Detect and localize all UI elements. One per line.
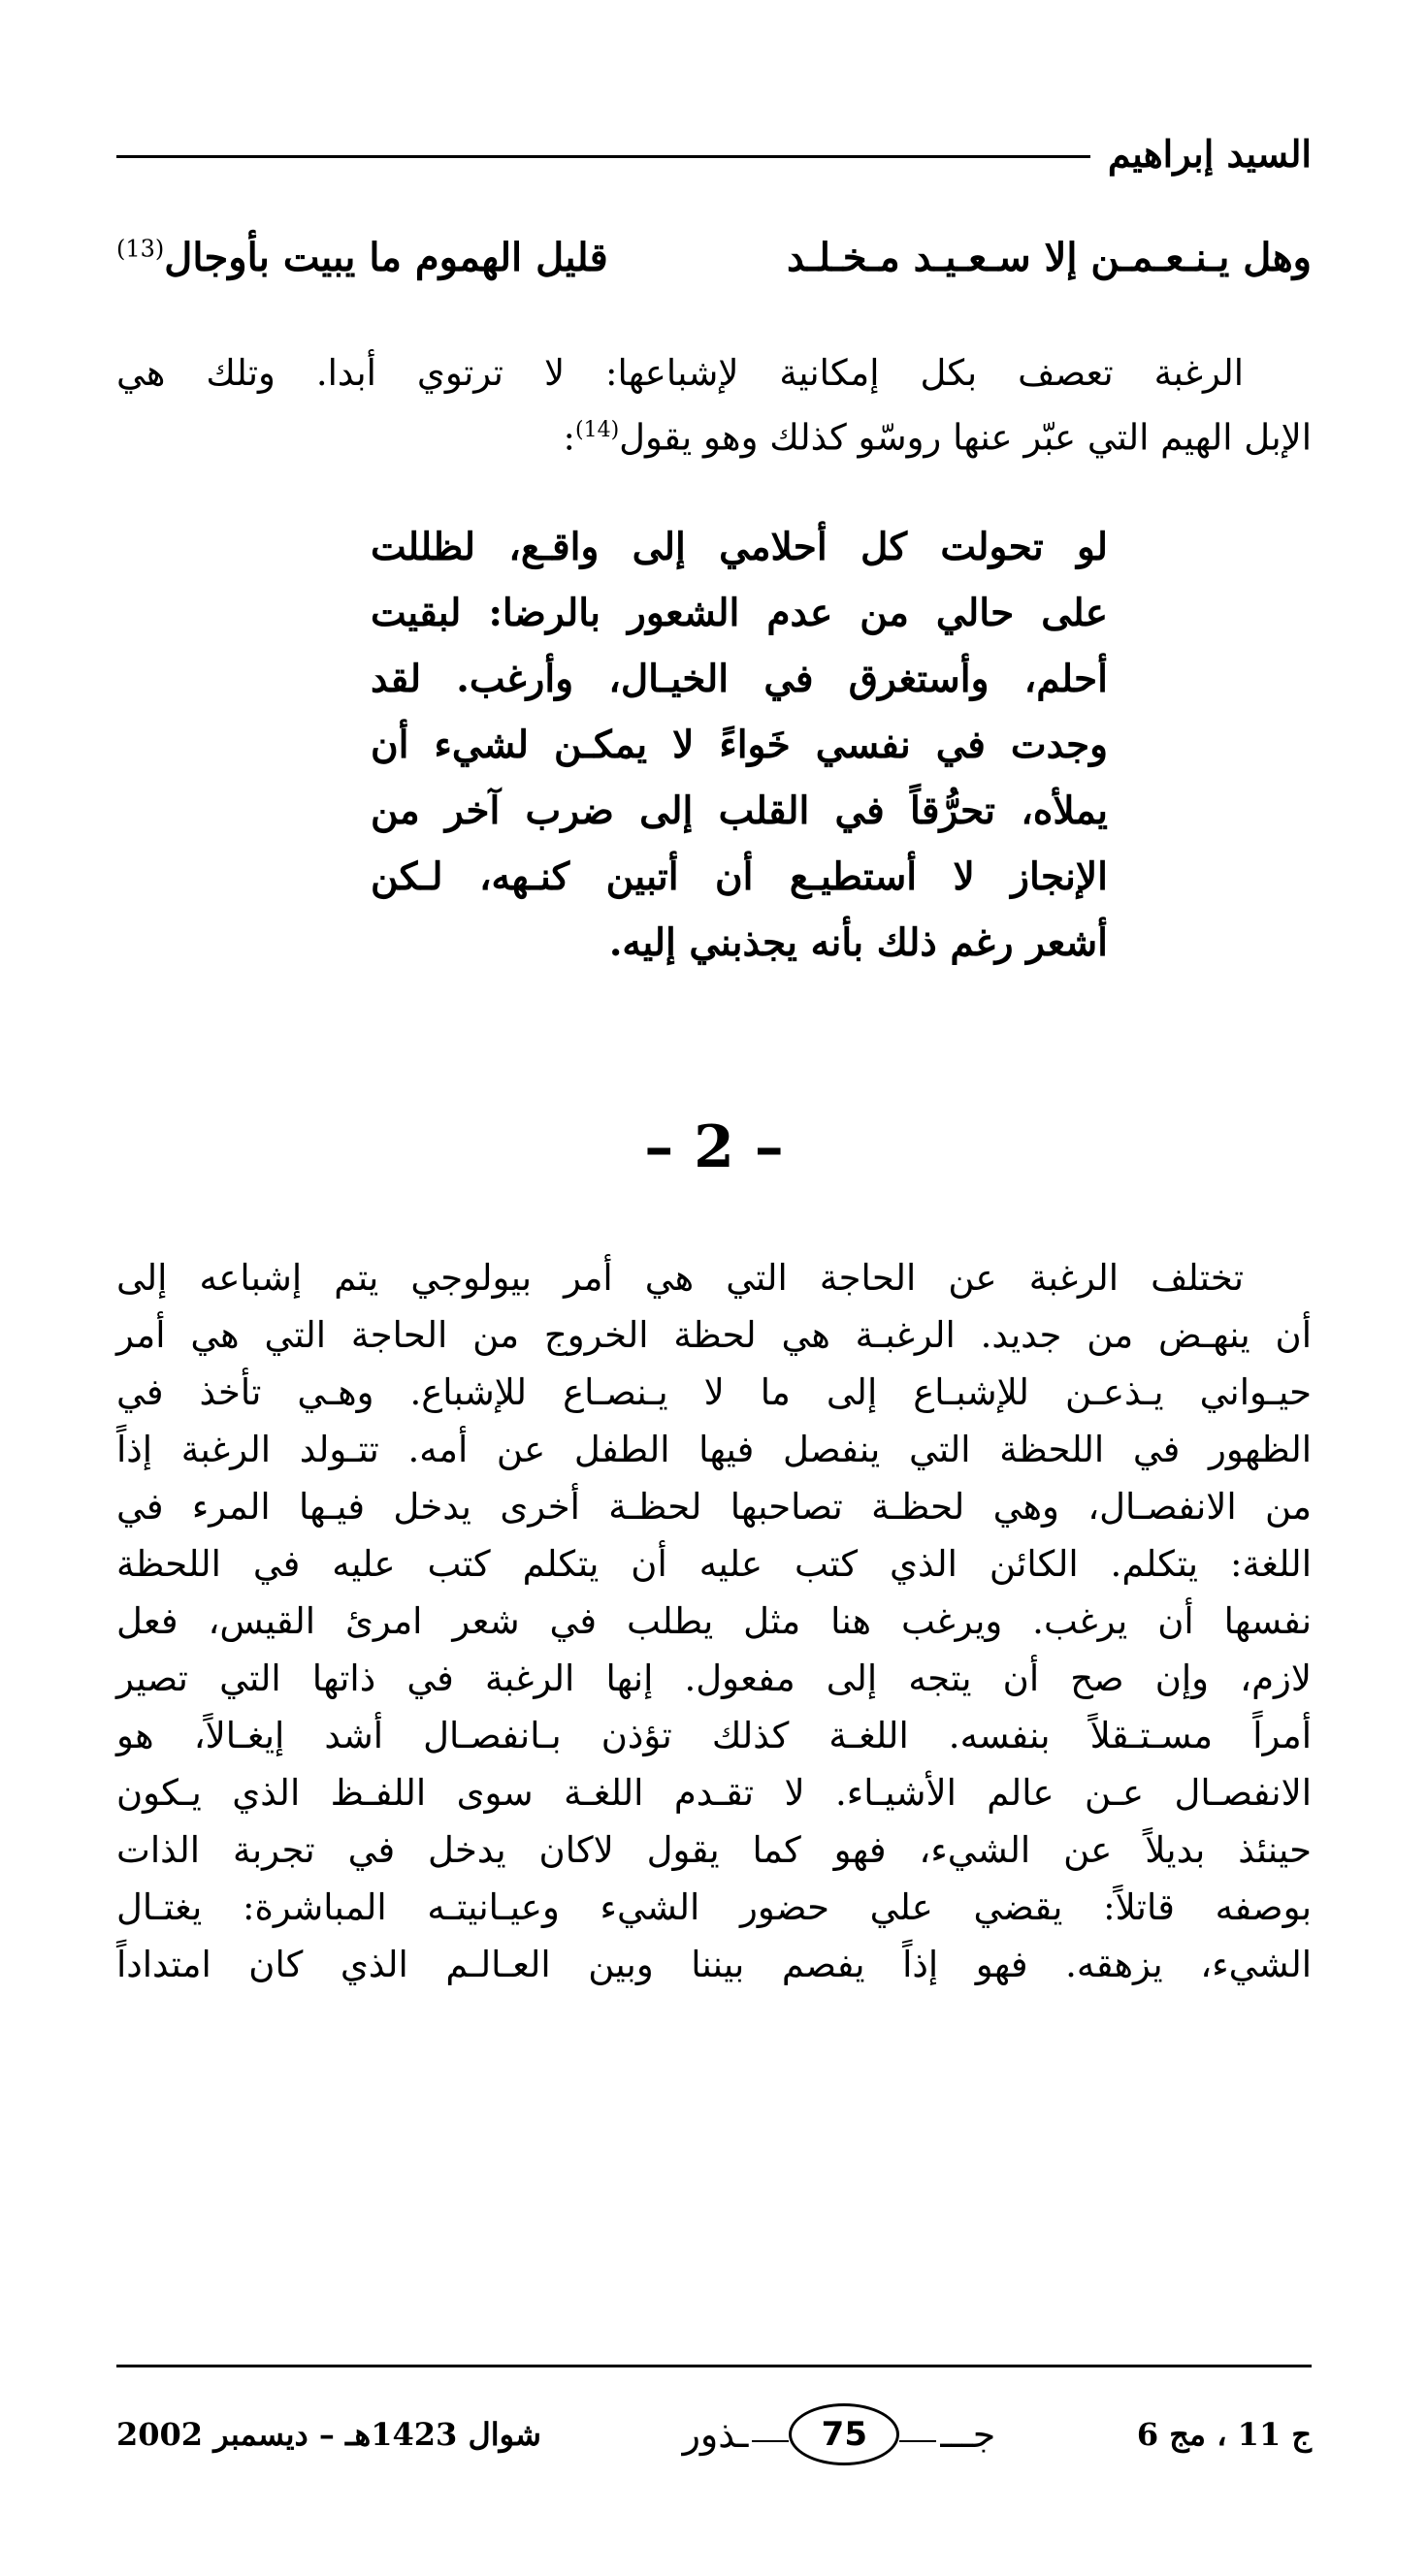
author-name: السيد إبراهيم <box>1107 131 1312 176</box>
body-line: بوصفه قاتلاً: يقضي علي حضور الشيء وعيـانيتـه المباشرة: يغتـال <box>116 1886 1312 1928</box>
body-line: الانفصـال عـن عالم الأشيـاء. لا تقـدم اللغـة سوى اللفـظ الذي يـكون <box>116 1772 1312 1814</box>
body-line: من الانفصـال، وهي لحظـة تصاحبها لحظـة أخرى يدخل فيـها المرء في <box>116 1486 1312 1528</box>
journal-mark <box>679 2403 1000 2465</box>
journal-prefix: جـــ <box>940 2413 996 2456</box>
section-number: – 2 – <box>644 1113 784 1181</box>
quote-line: على حالي من عدم الشعور بالرضا: لبقيت <box>371 591 1108 635</box>
body-line: لازم، وإن صح أن يتجه إلى مفعول. إنها الرغبة في ذاتها التي تصير <box>116 1658 1312 1699</box>
quote-line: أحلم، وأستغرق في الخيـال، وأرغب. لقد <box>371 657 1108 701</box>
verse-hemistich-right: وهل يـنـعـمـن إلا سـعـيـد مـخـلـد <box>787 234 1312 280</box>
intro-paragraph <box>116 344 1312 466</box>
quote-line: أشعر رغم ذلك بأنه يجذبني إليه. <box>608 920 1108 965</box>
footer-date: شوال 1423هـ – ديسمبر 2002 <box>116 2416 541 2453</box>
block-quote <box>371 514 1108 976</box>
running-header <box>116 124 1312 182</box>
footnote-ref-14: (14) <box>574 418 620 442</box>
header-rule <box>116 155 1090 158</box>
quote-line: وجدت في نفسي خَواءً لا يمكـن لشيء أن <box>371 723 1108 767</box>
body-line: نفسها أن يرغب. ويرغب هنا مثل يطلب في شعر امرئ القيس، فعل <box>116 1600 1312 1642</box>
body-line: حينئذ بديلاً عن الشيء، فهو كما يقول لاكان يدخل في تجربة الذات <box>116 1829 1312 1871</box>
verse-line <box>116 223 1312 291</box>
footer-volume: ج 11 ، مج 6 <box>1136 2416 1312 2453</box>
quote-line: يملأه، تحرُّقاً في القلب إلى ضرب آخر من <box>371 789 1108 833</box>
body-line: الشيء، يزهقه. فهو إذاً يفصم بيننا وبين العـالـم الذي كان امتداداً <box>116 1944 1312 1985</box>
body-line: اللغة: يتكلم. الكائن الذي كتب عليه أن يتكلم كتب عليه في اللحظة <box>116 1543 1312 1585</box>
intro-line: الرغبة تعصف بكل إمكانية لإشباعها: لا ترتوي أبدا. وتلك هي <box>116 352 1244 394</box>
body-line: تختلف الرغبة عن الحاجة التي هي أمر بيولوجي يتم إشباعه إلى <box>116 1257 1245 1299</box>
quote-line: الإنجاز لا أستطيـع أن أتبين كنـهه، لـكن <box>371 854 1108 899</box>
page-footer <box>116 2396 1312 2473</box>
journal-connector <box>752 2440 789 2442</box>
body-paragraph <box>116 1249 1312 1993</box>
body-line: حيـواني يـذعـن للإشبـاع إلى ما لا يـنصـاع للإشباع. وهـي تأخذ في <box>116 1371 1312 1413</box>
journal-suffix: ـذور <box>682 2413 749 2456</box>
body-line: أمراً مسـتـقلاً بنفسه. اللغـة كذلك تؤذن بـانفصـال أشد إيغـالاً، هو <box>116 1715 1312 1756</box>
journal-connector <box>899 2440 936 2442</box>
quote-line: لو تحولت كل أحلامي إلى واقـع، لظللت <box>371 525 1108 569</box>
body-line: الظهور في اللحظة التي ينفصل فيها الطفل عن أمه. تتـولد الرغبة إذاً <box>116 1429 1312 1470</box>
verse-hemistich-left: قليل الهموم ما يبيت بأوجال$^{(13)}$ <box>116 234 608 280</box>
body-line: أن ينهـض من جديد. الرغبـة هي لحظة الخروج من الحاجة التي هي أمر <box>116 1314 1312 1356</box>
footer-rule <box>116 2365 1312 2367</box>
intro-line: الإبل الهيم التي عبّر عنها روسّو كذلك وهو يقول$^{(14)}$: <box>563 416 1312 459</box>
footnote-ref-13: (13) <box>116 235 165 263</box>
page-number: 75 <box>789 2403 899 2465</box>
